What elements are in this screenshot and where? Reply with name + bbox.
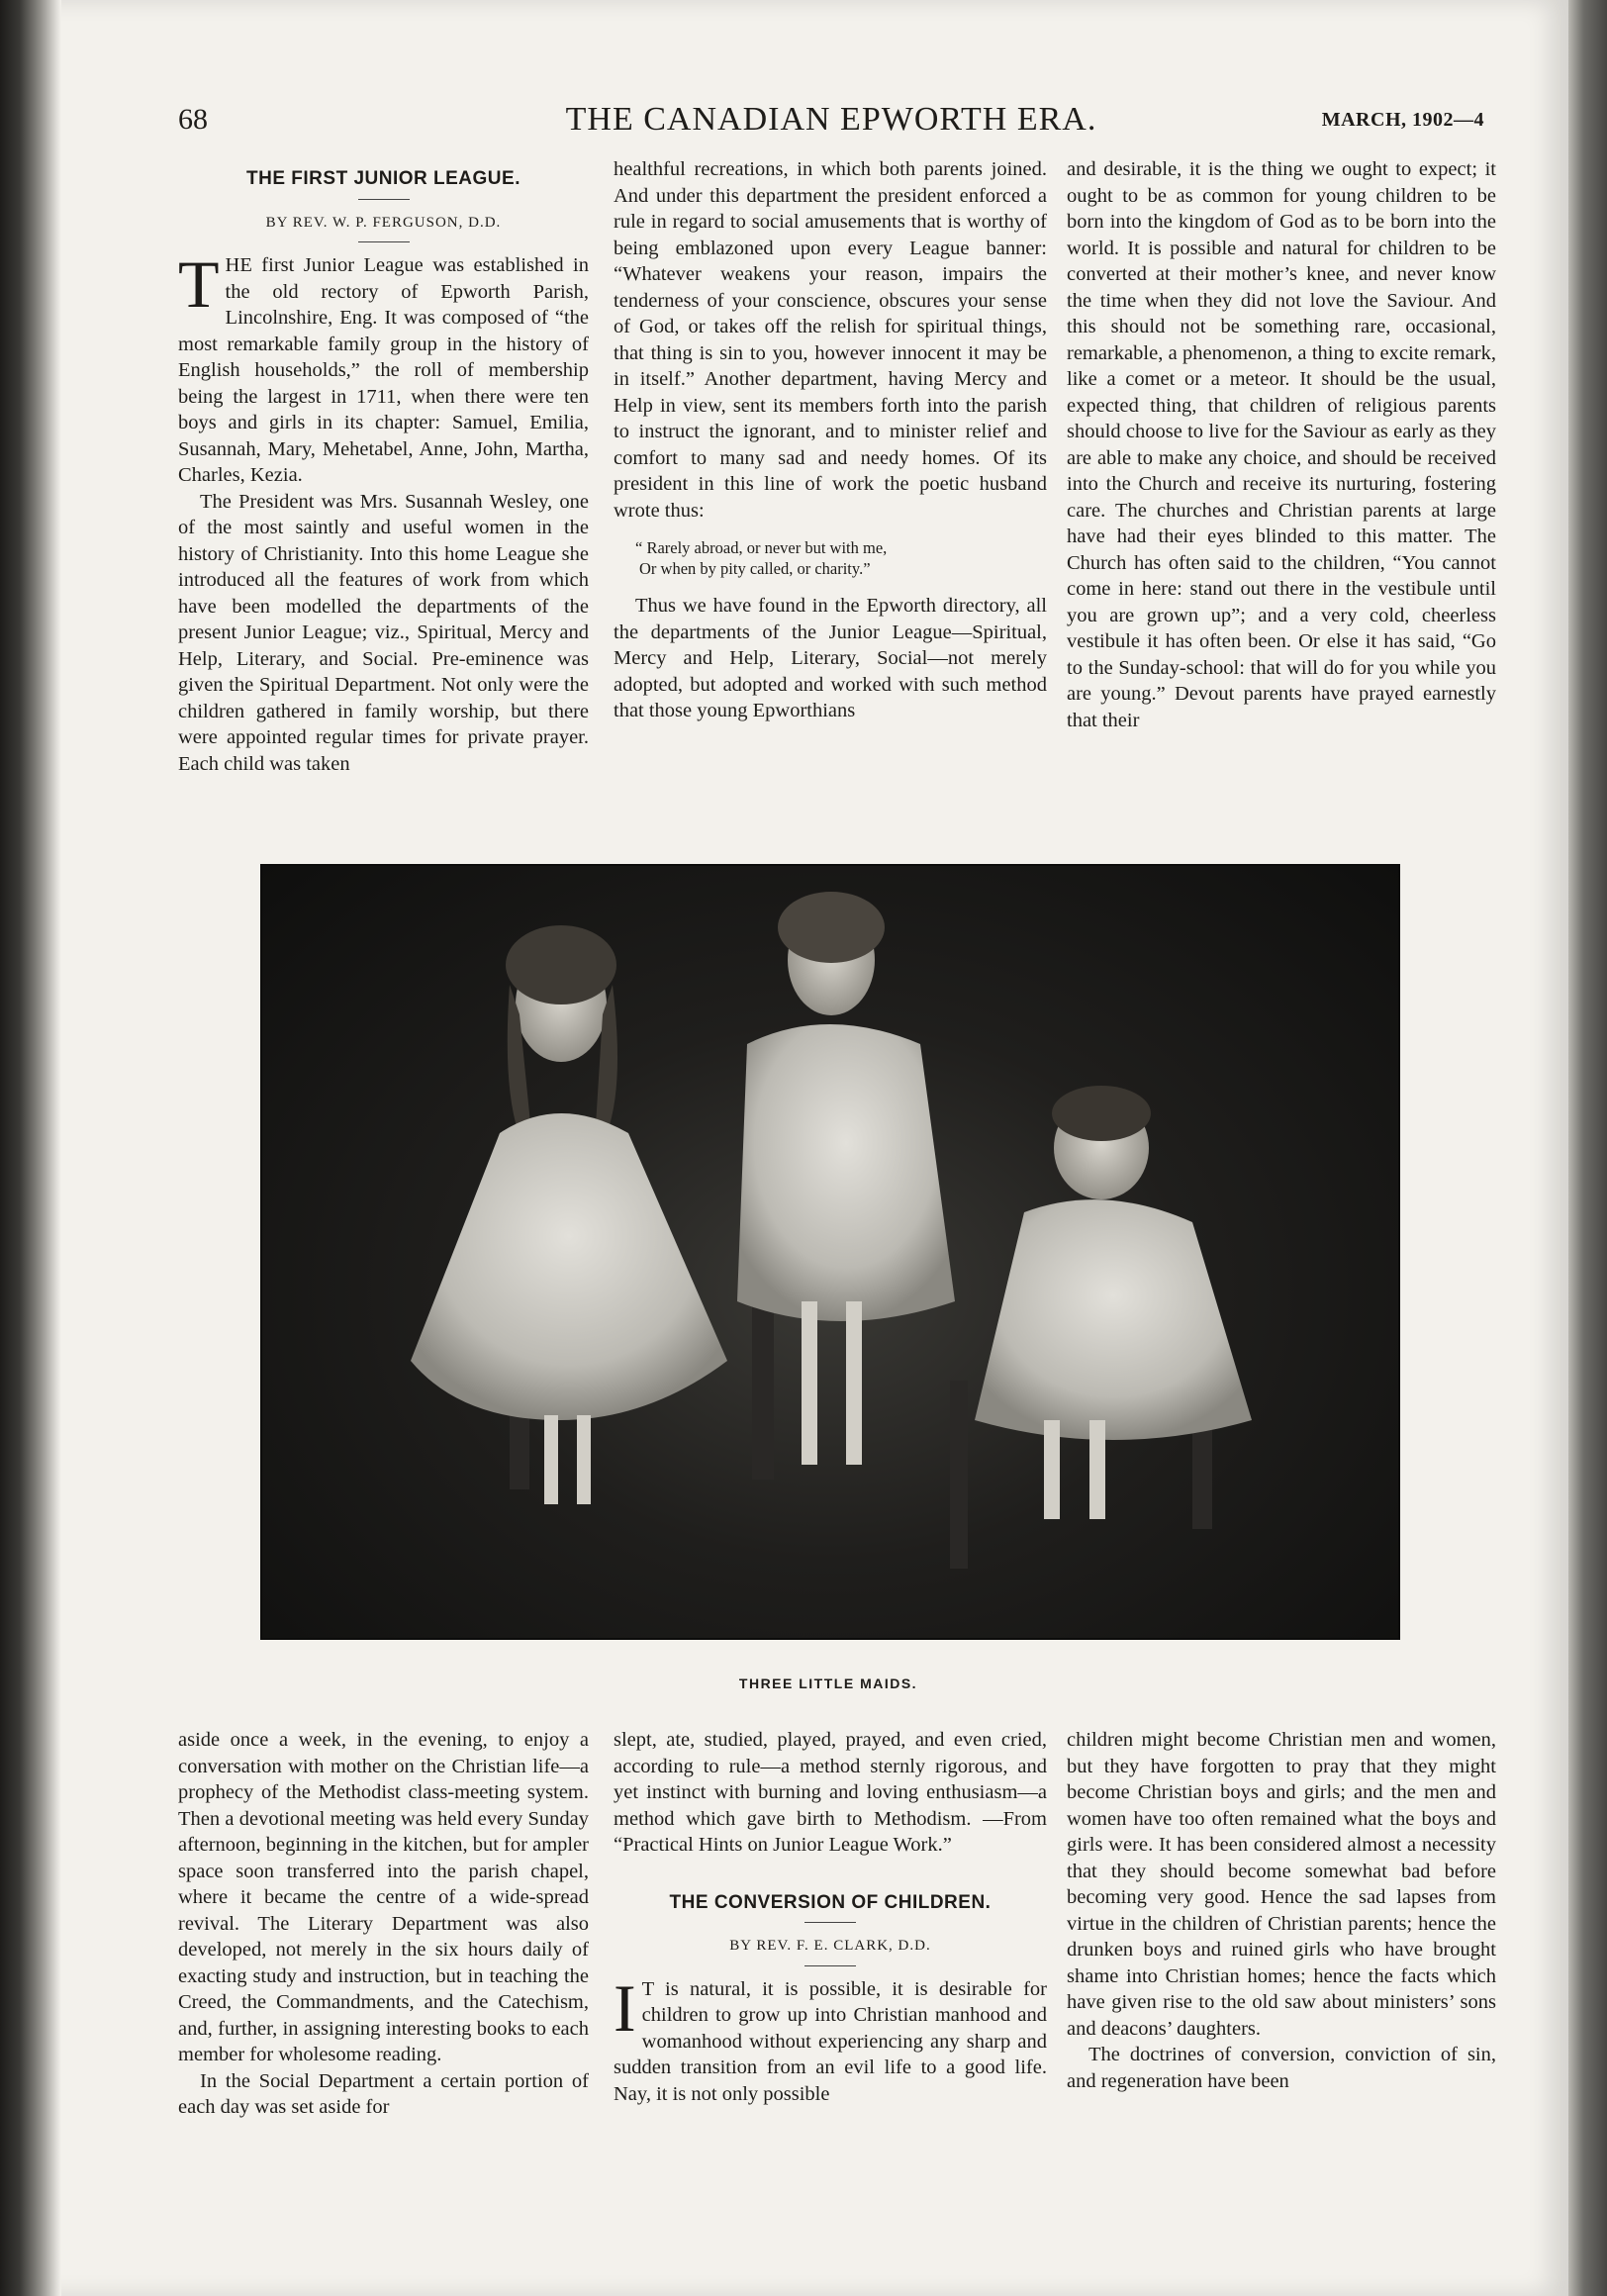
paragraph: I T is natural, it is possible, it is desirable for children to grow up into Christian manhood and womanhood without experiencing any sharp and sudden transition from an evil life to a good life. Nay, it is not only possible	[614, 1969, 1047, 2105]
paragraph: children might become Christian men and women, but they have forgotten to pray that they might become Christian boys and girls; and the men and women have too often remained what the boys and girls were. It has been considered almost a necessity that they should become somewhat bad before becoming very good. Hence the sad lapses from virtue in the children of Christian parents; hence the drunken boys and ruined girls who have brought shame into Christian homes; hence the facts which have given rise to the old saw about ministers’ sons and deacons’ daughters.	[1067, 1729, 1496, 2040]
bottom-column-2	[614, 1727, 1047, 2107]
paragraph: The President was Mrs. Susannah Wesley, one of the most saintly and useful women in the history of Christianity. Into this home League she introduced all the features of work from which have been modelled the departments of the present Junior League; viz., Spiritual, Mercy and Help, Literary, and Social. Pre-eminence was given the Spiritual Department. Not only were the children gathered in family worship, but there were appointed regular times for private prayer. Each child was taken	[178, 490, 589, 775]
top-column-3	[1067, 156, 1496, 733]
paragraph: healthful recreations, in which both parents joined. And under this department the president enforced a rule in regard to social amusements that is worthy of being emblazoned upon every League banner: “Whatever weakens your reason, impairs the tenderness of your conscience, obscures your sense of God, or takes off the relish for spiritual things, that thing is sin to you, however innocent it may be in itself.” Another department, having Mercy and Help in view, sent its members forth into the parish to instruct the ignorant, and to minister relief and comfort to many sad and needy homes. Of its president in this line of work the poetic husband wrote thus:	[614, 158, 1047, 522]
bottom-column-3	[1067, 1727, 1496, 2094]
issue-date: MARCH, 1902—4	[1321, 109, 1484, 131]
page-binding-shadow	[0, 0, 61, 2296]
paragraph: and desirable, it is the thing we ought to expect; it ought to be as common for young children to be born into the kingdom of God as to be born into the world. It is possible and natural for children to be converted at their mother’s knee, and never know the time when they did not love the Saviour. And this should not be something rare, occasional, remarkable, a phenomenon, a thing to excite remark, like a comet or a meteor. It should be the usual, expected thing, that children of religious parents should choose to live for the Saviour as early as they are able to make any choice, and should be received into the Church and receive its nurturing, fostering care. The churches and Christian parents at large have had their eyes blinded to this matter. The Church has often said to the children, “You cannot come in here: stand out there in the vestibule until you are grown up”; and a very cold, cheerless vestibule it has often been. Or else it has said, “Go to the Sunday-school: that will do for you while you are young.” Devout parents have prayed earnestly that their	[1067, 158, 1496, 731]
title-rule	[358, 199, 410, 200]
drop-cap: I	[614, 1969, 636, 2046]
bottom-column-1	[178, 1727, 589, 2121]
paragraph: slept, ate, studied, played, prayed, and even cried, according to rule—a method sternly rigorous, and yet instinct with burning and loving enthusiasm—a method which gave birth to Methodism. —From “Practical Hints on Junior League Work.”	[614, 1729, 1047, 1856]
page-edge-shadow	[1568, 0, 1607, 2296]
paragraph: Thus we have found in the Epworth directory, all the departments of the Junior League—Spiritual, Mercy and Help, Literary, Social—not merely adopted, but adopted and worked with such method that those young Epworthians	[614, 595, 1047, 721]
byline-clark: BY REV. F. E. CLARK, D.D.	[729, 1938, 931, 1954]
verse-quote	[635, 537, 1047, 579]
top-column-2	[614, 156, 1047, 724]
drop-cap: T	[178, 246, 220, 322]
byline-rule	[358, 241, 410, 242]
quote-line: Or when by pity called, or charity.”	[639, 559, 871, 578]
paragraph: In the Social Department a certain portion of each day was set aside for	[178, 2069, 589, 2118]
paragraph: aside once a week, in the evening, to enjoy a conversation with mother on the Christian life—a prophecy of the Methodist class-meeting system. Then a devotional meeting was held every Sunday afternoon, beginning in the kitchen, but for ampler space soon transferred into the parish chapel, where it became the centre of a wide-spread revival. The Literary Department was also developed, not merely in the six hours daily of exacting study and instruction, but in teaching the Creed, the Commandments, and the Catechism, and, further, in assigning interesting books to each member for wholesome reading.	[178, 1729, 590, 2065]
photo-caption: THREE LITTLE MAIDS.	[738, 1675, 918, 1691]
quote-line: “ Rarely abroad, or never but with me,	[635, 538, 888, 557]
page-number: 68	[178, 103, 208, 136]
paragraph: THE first Junior League was established in the old rectory of Epworth Parish, Lincolnshire, Eng. It was composed of “the most remarkable family group in the history of English households,” the roll of membership being the largest in 1711, when there were ten boys and girls in its chapter: Samuel, Emilia, Susannah, Mary, Mehetabel, Anne, John, Martha, Charles, Kezia.	[178, 246, 589, 486]
article-title-first-junior-league: THE FIRST JUNIOR LEAGUE.	[246, 168, 520, 189]
photograph-three-girls	[260, 864, 1400, 1640]
masthead-title: THE CANADIAN EPWORTH ERA.	[565, 101, 1097, 138]
page-header	[178, 103, 1484, 152]
top-column-1	[178, 156, 589, 777]
article-title-conversion-of-children: THE CONVERSION OF CHILDREN.	[669, 1891, 992, 1913]
byline-rule	[804, 1965, 856, 1966]
title-rule	[804, 1922, 856, 1923]
photo-illustration	[262, 866, 1398, 1638]
byline-ferguson: BY REV. W. P. FERGUSON, D.D.	[265, 214, 502, 231]
paragraph: The doctrines of conversion, conviction of sin, and regeneration have been	[1067, 2044, 1496, 2092]
